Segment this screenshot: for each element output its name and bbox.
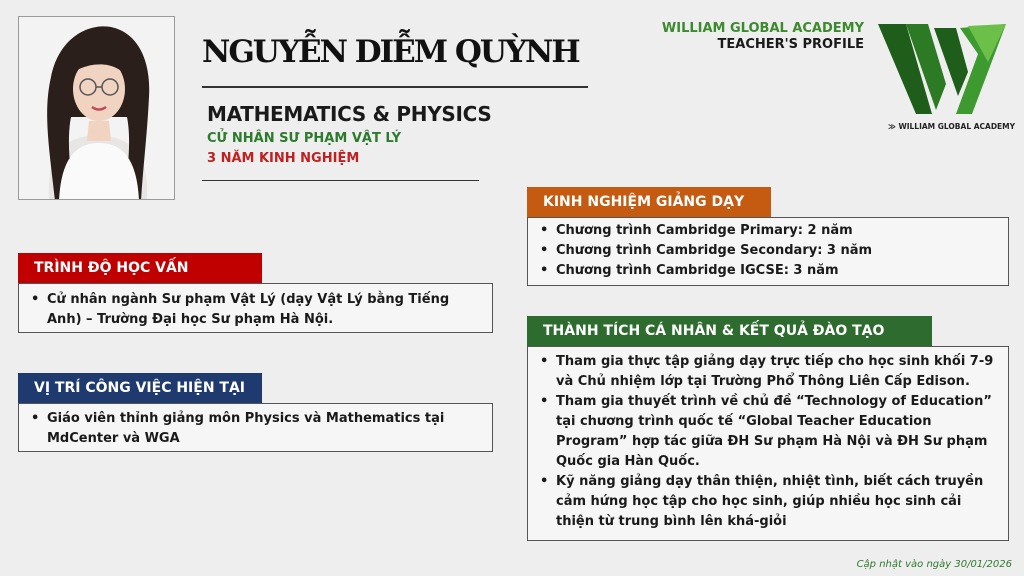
- profile-label: TEACHER'S PROFILE: [717, 37, 864, 52]
- degree-title: CỬ NHÂN SƯ PHẠM VẬT LÝ: [207, 131, 402, 146]
- teacher-photo: [18, 16, 175, 200]
- list-item: • Tham gia thuyết trình về chủ đề “Technology of Education” tại chương trình quốc tế “Global Teacher Education Program” hợp tác giữa ĐH Sư phạm Hà Nội và ĐH Sư phạm Quốc gia Hàn Quốc.: [532, 392, 1002, 472]
- list-item: • Kỹ năng giảng dạy thân thiện, nhiệt tình, biết cách truyền cảm hứng học tập cho học sinh, giúp nhiều học sinh cải thiện từ trung bình lên khá-giỏi: [532, 472, 1002, 532]
- current-position-box: [18, 403, 493, 452]
- list-item: • Chương trình Cambridge IGCSE: 3 năm: [532, 261, 1000, 281]
- achievements-header: THÀNH TÍCH CÁ NHÂN & KẾT QUẢ ĐÀO TẠO: [527, 316, 932, 346]
- list-item: • Cử nhân ngành Sư phạm Vật Lý (dạy Vật Lý bằng Tiếng Anh) – Trường Đại học Sư phạm Hà Nội.: [23, 290, 484, 330]
- logo-caption: ≫ WILLIAM GLOBAL ACADEMY: [888, 122, 1016, 131]
- education-box: [18, 283, 493, 333]
- current-position-list: [23, 409, 484, 449]
- list-item: • Chương trình Cambridge Primary: 2 năm: [532, 221, 1000, 241]
- name-divider: [202, 86, 588, 88]
- achievements-list: [532, 352, 1002, 532]
- updated-date: Cập nhật vào ngày 30/01/2026: [856, 559, 1012, 570]
- teacher-name: NGUYỄN DIỄM QUỲNH: [202, 34, 579, 70]
- achievements-box: [527, 346, 1009, 541]
- teacher-portrait: [19, 17, 175, 200]
- list-item: • Tham gia thực tập giảng dạy trực tiếp cho học sinh khối 7-9 và Chủ nhiệm lớp tại Trường Phổ Thông Liên Cấp Edison.: [532, 352, 1002, 392]
- current-position-header: VỊ TRÍ CÔNG VIỆC HIỆN TẠI: [18, 373, 262, 403]
- education-header: TRÌNH ĐỘ HỌC VẤN: [18, 253, 262, 283]
- subtitle-divider: [202, 180, 479, 181]
- academy-heading: [662, 21, 864, 53]
- list-item: • Chương trình Cambridge Secondary: 3 năm: [532, 241, 1000, 261]
- experience-years: 3 NĂM KINH NGHIỆM: [207, 151, 360, 166]
- teaching-experience-box: [527, 217, 1009, 286]
- teaching-experience-header: KINH NGHIỆM GIẢNG DẠY: [527, 187, 771, 217]
- academy-name: WILLIAM GLOBAL ACADEMY: [661, 21, 864, 36]
- wga-logo-icon: [876, 22, 1008, 122]
- education-list: [23, 290, 484, 330]
- list-item: • Giáo viên thỉnh giảng môn Physics và Mathematics tại MdCenter và WGA: [23, 409, 484, 449]
- teaching-experience-list: [532, 221, 1000, 281]
- teaching-subject: MATHEMATICS & PHYSICS: [207, 102, 492, 126]
